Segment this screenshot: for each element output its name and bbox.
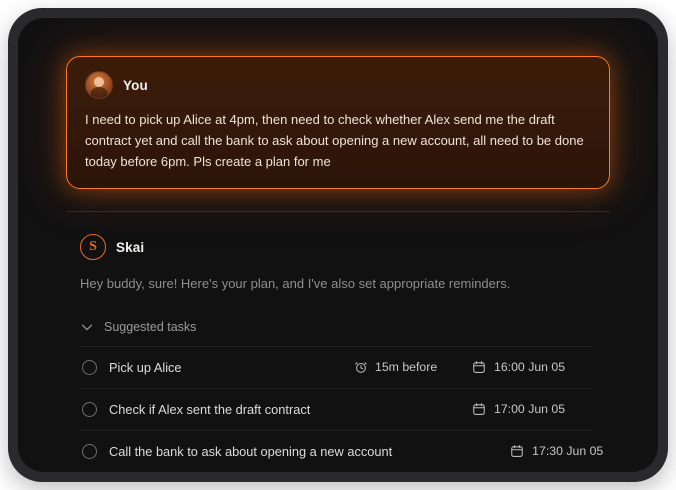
- assistant-sender-name: Skai: [116, 239, 145, 255]
- device-frame: [8, 8, 668, 482]
- assistant-message-block: [66, 212, 610, 472]
- task-date-text: 16:00 Jun 05: [494, 360, 566, 375]
- user-message-bubble: [66, 56, 610, 189]
- user-message-block: [66, 56, 610, 212]
- calendar-icon: [510, 444, 524, 458]
- task-reminder: [354, 360, 472, 374]
- user-avatar-photo: [85, 71, 113, 99]
- task-date-text: 17:30 Jun 05: [532, 444, 604, 459]
- table-row[interactable]: [80, 389, 592, 431]
- assistant-message-header: [80, 234, 592, 260]
- task-date-text: 17:00 Jun 05: [494, 402, 566, 417]
- table-row[interactable]: [80, 347, 592, 389]
- circle-checkbox-icon[interactable]: [82, 444, 97, 459]
- suggested-tasks-title: Suggested tasks: [104, 319, 197, 334]
- task-label: Check if Alex sent the draft contract: [109, 401, 311, 417]
- table-row[interactable]: [80, 431, 604, 472]
- user-message-header: [85, 71, 591, 99]
- task-date: [472, 360, 592, 374]
- assistant-message-text: Hey buddy, sure! Here's your plan, and I've also set appropriate reminders.: [80, 276, 511, 292]
- task-label: Pick up Alice: [109, 359, 182, 375]
- skai-logo-icon: S: [80, 234, 106, 260]
- task-date: [510, 444, 630, 458]
- user-message-text: I need to pick up Alice at 4pm, then need to check whether Alex send me the draft contract yet and call the bank to ask about opening a new account, all need to be done today before 6pm. Pls create a plan for me: [85, 112, 584, 170]
- calendar-icon: [472, 360, 486, 374]
- suggested-tasks-header[interactable]: [80, 320, 592, 347]
- task-reminder-text: 15m before: [375, 360, 438, 375]
- message-divider: [66, 211, 610, 212]
- chevron-down-icon[interactable]: [80, 320, 94, 334]
- task-label: Call the bank to ask about opening a new account: [109, 443, 393, 459]
- user-sender-name: You: [123, 77, 148, 93]
- circle-checkbox-icon[interactable]: [82, 360, 97, 375]
- calendar-icon: [472, 402, 486, 416]
- alarm-clock-icon: [354, 360, 368, 374]
- circle-checkbox-icon[interactable]: [82, 402, 97, 417]
- app-screen: [18, 18, 658, 472]
- task-date: [472, 402, 592, 416]
